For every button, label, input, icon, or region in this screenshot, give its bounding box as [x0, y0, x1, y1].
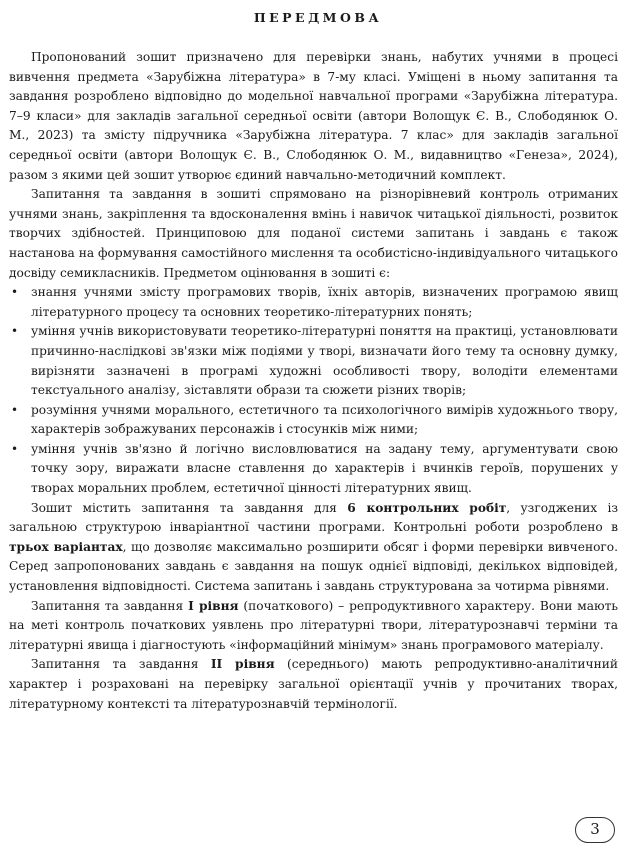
list-item	[9, 401, 618, 440]
text-run: , що дозволяє максимально розширити обсяг і форми перевірки вивченого. Серед запропонованих завдань є завдання на пошук однієї відповіді, декількох відповідей, установлення відповідності. Система запитань і завдань структурована за чотирма рівнями.	[9, 539, 618, 594]
bullet-icon: •	[11, 324, 19, 339]
paragraph-level-1	[9, 597, 618, 656]
list-item-text: уміння учнів використовувати теоретико-літературні поняття на практиці, установлювати причинно-наслідкові зв'язки між подіями у творі, визначати його тему та основну думку, вирізняти зазначені в програмі художні особливості твору, володіти елементами текстуального аналізу, зіставляти образи та сюжети різних творів;	[31, 324, 618, 398]
list-item-text: уміння учнів зв'язно й логічно висловлюватися на задану тему, аргументувати свою точку зору, виражати власне ставлення до характерів і вчинків героїв, порушених у творах моральних проблем, естетичної цінності літературних явищ.	[31, 441, 618, 496]
bullet-icon: •	[11, 441, 19, 456]
list-item-text: розуміння учнями морального, естетичного та психологічного вимірів художнього твору, характерів зображуваних персонажів і стосунків між ними;	[31, 402, 618, 437]
list-item	[9, 283, 618, 322]
page-title: ПЕРЕДМОВА	[253, 10, 383, 25]
bullet-icon: •	[11, 285, 19, 300]
paragraph-intro: Пропонований зошит призначено для перевірки знань, набутих учнями в процесі вивчення предмета «Зарубіжна література» в 7-му класі. Уміщені в ньому запитання та завдання розроблено відповідно до модельної навчальної програми «Зарубіжна література. 7–9 класи» для закладів загальної середньої освіти (автори Волощук Є. В., Слободянюк О. М., 2023) та змісту підручника «Зарубіжна література. 7 клас» для закладів загальної середньої освіти (автори Волощук Є. В., Слободянюк О. М., видавництво «Генеза», 2024), разом з якими цей зошит утворює єдиний навчально-методичний комплект.	[9, 50, 618, 182]
text-run: (середнього) мають репродуктивно-аналітичний характер і розраховані на перевірку загальної орієнтації учнів у прочитаних творах, літературному контексті та літературознавчій термінології.	[9, 657, 618, 711]
text-run: , узгоджених із загальною структурою інваріантної частини програми. Контрольні роботи розроблено в	[9, 500, 618, 535]
list-item	[9, 440, 618, 499]
text-run: Запитання та завдання	[31, 657, 211, 672]
paragraph-goals: Запитання та завдання в зошиті спрямовано на різнорівневий контроль отриманих учнями знань, закріплення та вдосконалення вмінь і навичок читацької діяльності, розвиток творчих здібностей. Принциповою для поданої системи запитань і завдань є також настанова на формування самостійного мислення та особистісно-індивідуального читацького досвіду семикласників. Предметом оцінювання в зошиті є:	[9, 187, 618, 280]
bold-text: II рівня	[210, 657, 275, 672]
paragraph-level-2	[9, 655, 618, 714]
bold-text: трьох варіантах	[9, 539, 123, 554]
text-run: (початкового) – репродуктивного характеру. Вони мають на меті контроль початкових уявлень про літературні твори, літературознавчі терміни та літературні явища і діагностують «інформаційний мінімум» знань програмового матеріалу.	[9, 598, 618, 652]
page-number: 3	[575, 817, 615, 843]
text-run: Запитання та завдання	[31, 598, 189, 613]
list-item	[9, 322, 618, 400]
paragraph-structure	[9, 499, 618, 597]
list-item-text: знання учнями змісту програмових творів, їхніх авторів, визначених програмою явищ літературного процесу та основних теоретико-літературних понять;	[31, 285, 618, 319]
bullet-icon: •	[11, 402, 19, 417]
text-run: Зошит містить запитання та завдання для	[31, 500, 348, 515]
assessment-list	[9, 283, 618, 499]
bold-text: I рівня	[188, 598, 239, 613]
body-text	[9, 48, 618, 714]
bold-text: 6 контрольних робіт	[347, 500, 507, 515]
